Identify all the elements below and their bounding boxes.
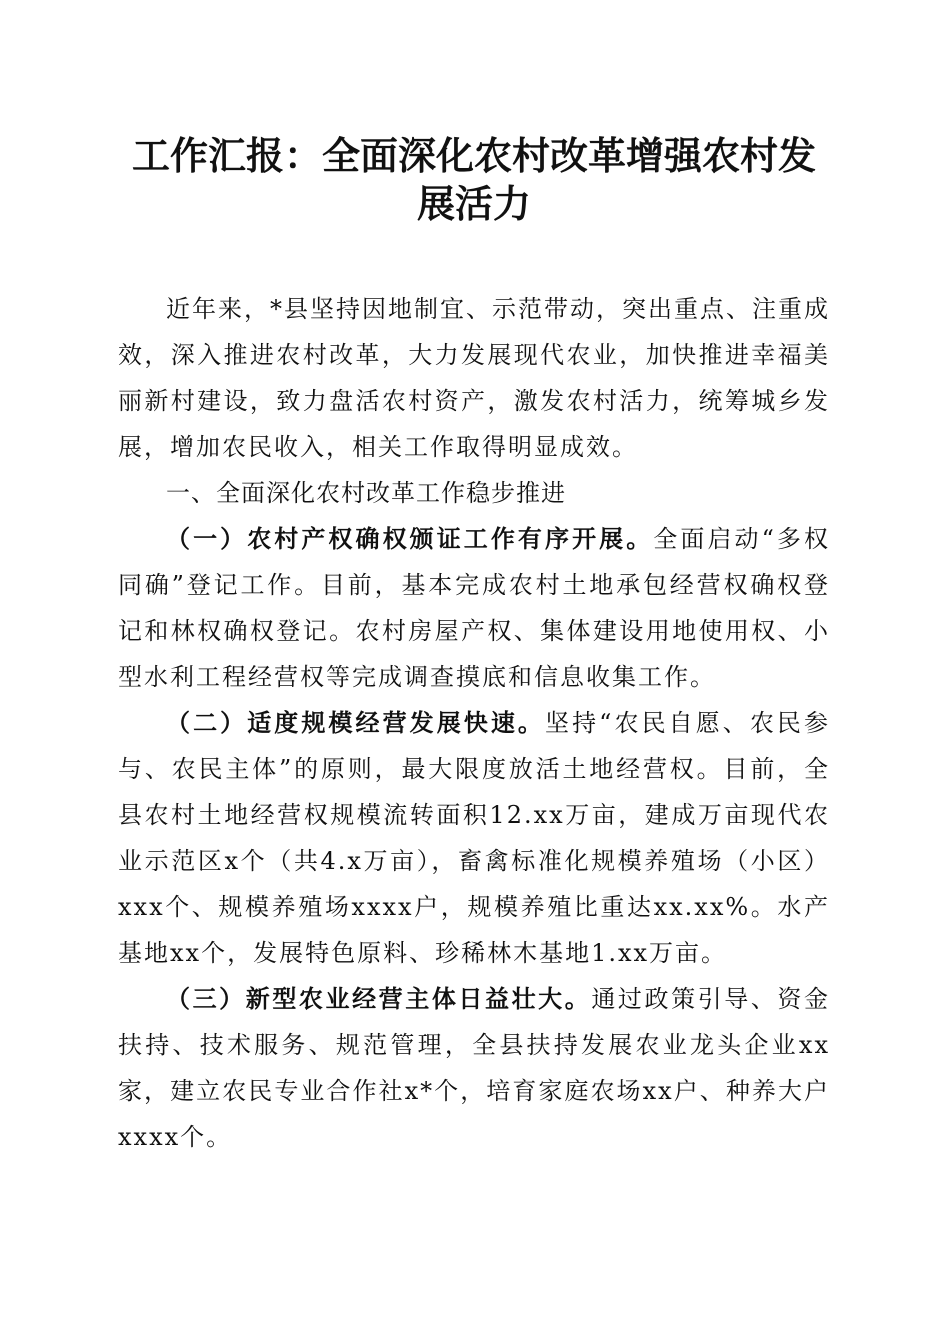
subsection-lead: （一）农村产权确权颁证工作有序开展。: [166, 524, 654, 553]
section-heading: 一、全面深化农村改革工作稳步推进: [166, 479, 566, 507]
subsection-body: 全面启动“多权同确”登记工作。目前，基本完成农村土地承包经营权确权登记和林权确权登记。农村房屋产权、集体建设用地使用权、小型水利工程经营权等完成调查摸底和信息收集工作。: [118, 525, 830, 691]
intro-paragraph: 近年来，*县坚持因地制宜、示范带动，突出重点、注重成效，深入推进农村改革，大力发展现代农业，加快推进幸福美丽新村建设，致力盘活农村资产，激发农村活力，统筹城乡发展，增加农民收入，相关工作取得明显成效。: [118, 295, 830, 461]
document-page: [118, 132, 830, 1160]
subsection-lead: （三）新型农业经营主体日益壮大。: [166, 984, 592, 1013]
subsection-lead: （二）适度规模经营发展快速。: [166, 708, 546, 737]
subsection-body: 坚持“农民自愿、农民参与、农民主体”的原则，最大限度放活土地经营权。目前，全县农村土地经营权规模流转面积12.xx万亩，建成万亩现代农业示范区x个（共4.x万亩），畜禽标准化规模养殖场（小区）xxx个、规模养殖场xxxx户，规模养殖比重达xx.xx%。水产基地xx个，发展特色原料、珍稀林木基地1.xx万亩。: [118, 709, 831, 967]
subsection-body: 通过政策引导、资金扶持、技术服务、规范管理，全县扶持发展农业龙头企业xx家，建立农民专业合作社x*个，培育家庭农场xx户、种养大户xxxx个。: [118, 985, 831, 1151]
subsection-paragraph-2: [118, 700, 830, 976]
document-title: 工作汇报：全面深化农村改革增强农村发展活力: [131, 133, 816, 226]
subsection-paragraph-1: [118, 516, 830, 700]
subsection-paragraph-3: [118, 976, 830, 1160]
